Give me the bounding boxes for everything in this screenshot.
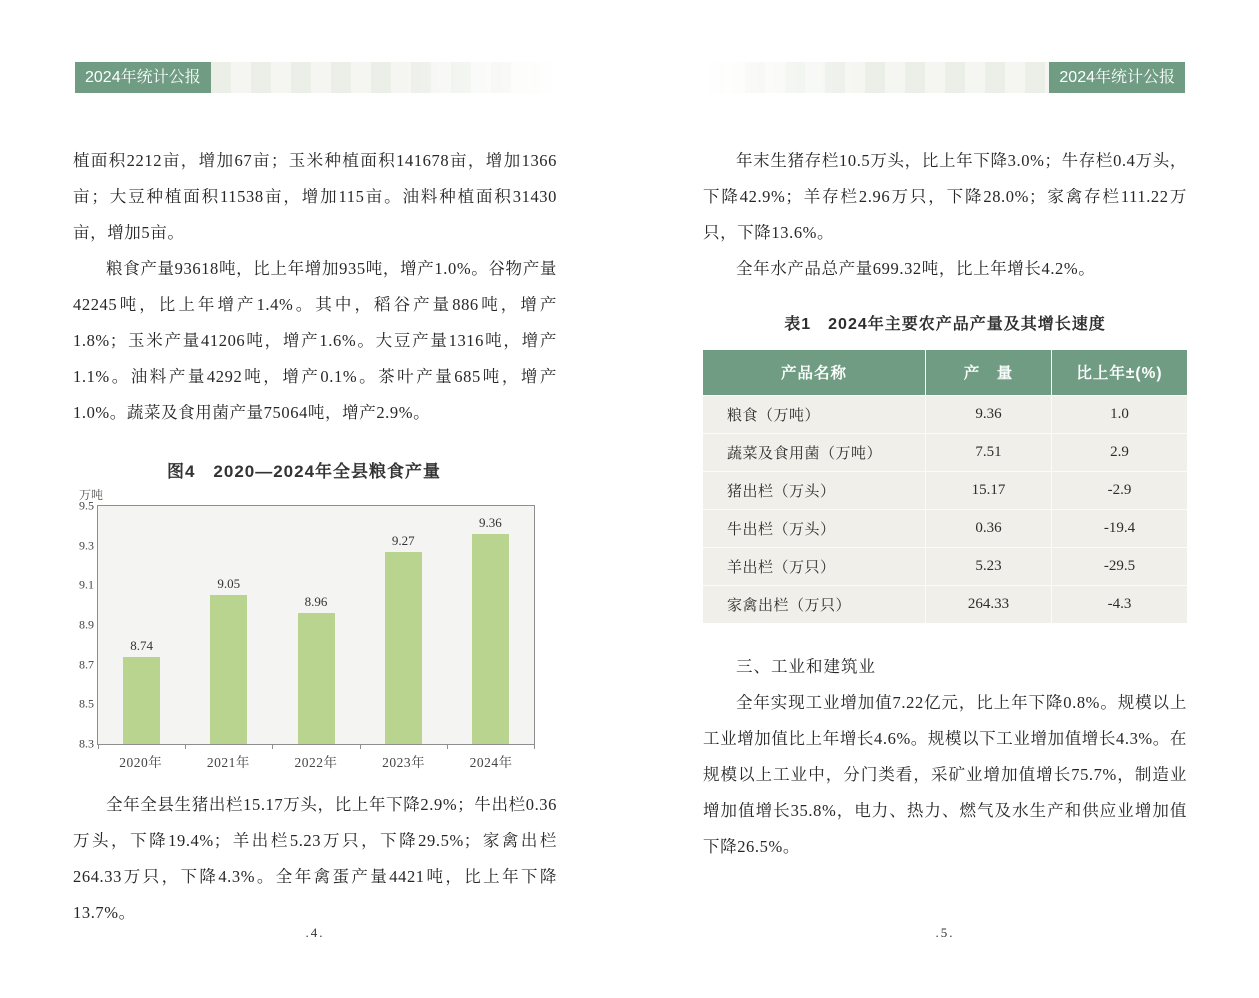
chart-x-tick-label: 2020年 <box>119 755 163 770</box>
chart-x-axis <box>97 751 535 771</box>
col-header-output: 产 量 <box>926 350 1052 395</box>
cell-change: -2.9 <box>1051 471 1187 509</box>
chart-bar-slot <box>360 506 447 744</box>
chart-bars <box>98 506 534 744</box>
cell-output: 9.36 <box>926 395 1052 433</box>
cell-change: 1.0 <box>1051 395 1187 433</box>
chart-bar-value-label: 9.36 <box>479 514 502 530</box>
left-header-stripe-bar <box>211 62 555 93</box>
table-title: 表1 2024年主要农产品产量及其增长速度 <box>784 316 1106 333</box>
cell-product-name: 羊出栏（万只） <box>703 547 926 585</box>
chart-bar-value-label: 9.05 <box>217 576 241 592</box>
chart-axis-tick-mark <box>98 744 99 749</box>
grain-output-bar-chart <box>73 457 535 771</box>
cell-product-name: 蔬菜及食用菌（万吨） <box>703 433 926 471</box>
paragraph-grain-output: 粮食产量93618吨，比上年增加935吨，增产1.0%。谷物产量42245吨，比上年增产1.4%。其中，稻谷产量886吨，增产1.8%；玉米产量41206吨，增产1.6%。大豆产量1316吨，增产1.1%。油料产量4292吨，增产0.1%。茶叶产量685吨，增产1.0%。蔬菜及食用菌产量75064吨，增产2.9%。 <box>73 259 557 422</box>
table-row <box>703 471 1187 509</box>
chart-axis-tick-mark <box>534 744 535 749</box>
cell-output: 264.33 <box>926 585 1052 623</box>
chart-y-tick-label: 8.9 <box>79 617 94 632</box>
table-row <box>703 547 1187 585</box>
right-header-badge: 2024年统计公报 <box>1049 62 1185 93</box>
chart-y-tick-label: 8.7 <box>79 657 94 672</box>
chart-y-tick-label: 9.5 <box>79 498 94 513</box>
cell-change: -4.3 <box>1051 585 1187 623</box>
chart-bar-slot <box>447 506 534 744</box>
cell-product-name: 猪出栏（万头） <box>703 471 926 509</box>
chart-bar-value-label: 8.74 <box>130 637 153 653</box>
chart-axis-tick-mark <box>447 744 448 749</box>
chart-bar <box>123 657 160 744</box>
chart-bar <box>385 552 422 744</box>
chart-plot-area <box>79 498 535 751</box>
chart-bar <box>472 534 509 744</box>
chart-y-tick-label: 8.5 <box>79 696 94 711</box>
cell-change: -19.4 <box>1051 509 1187 547</box>
cell-product-name: 牛出栏（万头） <box>703 509 926 547</box>
chart-y-axis-unit: 万吨 <box>79 488 104 502</box>
chart-axis-tick-mark <box>272 744 273 749</box>
chart-axis-tick-mark <box>185 744 186 749</box>
table-row <box>703 395 1187 433</box>
col-header-product-name: 产品名称 <box>703 350 926 395</box>
chart-x-tick-label: 2022年 <box>294 755 338 770</box>
chart-y-tick-label: 8.3 <box>79 736 94 751</box>
table-header-row <box>703 350 1187 395</box>
section-heading-industry: 三、工业和建筑业 <box>736 657 876 676</box>
cell-change: -29.5 <box>1051 547 1187 585</box>
chart-x-tick-label: 2024年 <box>469 755 513 770</box>
paragraph-planting-area: 植面积2212亩，增加67亩；玉米种植面积141678亩，增加1366亩；大豆种植面积11538亩，增加115亩。油料种植面积31430亩，增加5亩。 <box>73 151 557 242</box>
left-page-number: .4. <box>305 925 325 940</box>
chart-bar-slot <box>185 506 272 744</box>
chart-x-tick-label: 2023年 <box>382 755 426 770</box>
left-header-badge: 2024年统计公报 <box>75 62 211 93</box>
chart-bar-slot <box>98 506 185 744</box>
paragraph-livestock-slaughter: 全年全县生猪出栏15.17万头，比上年下降2.9%；牛出栏0.36万头，下降19.4%；羊出栏5.23万只，下降29.5%；家禽出栏264.33万只，下降4.3%。全年禽蛋产量4421吨，比上年下降13.7%。 <box>73 795 557 922</box>
table-row <box>703 433 1187 471</box>
table-row <box>703 509 1187 547</box>
cell-output: 7.51 <box>926 433 1052 471</box>
paragraph-industry: 全年实现工业增加值7.22亿元，比上年下降0.8%。规模以上工业增加值比上年增长4.6%。规模以下工业增加值增长4.3%。在规模以上工业中，分门类看，采矿业增加值增长75.7%，制造业增加值增长35.8%，电力、热力、燃气及水生产和供应业增加值下降26.5%。 <box>703 693 1187 856</box>
chart-bar-value-label: 9.27 <box>391 532 415 548</box>
paragraph-aquatic-products: 全年水产品总产量699.32吨，比上年增长4.2%。 <box>736 259 1096 278</box>
cell-product-name: 家禽出栏（万只） <box>703 585 926 623</box>
right-page-number: .5. <box>935 925 955 940</box>
left-page-header <box>75 62 555 93</box>
cell-output: 5.23 <box>926 547 1052 585</box>
chart-bar-slot <box>272 506 359 744</box>
right-page-header <box>705 62 1185 93</box>
chart-y-axis <box>72 498 96 751</box>
cell-output: 0.36 <box>926 509 1052 547</box>
right-header-stripe-bar <box>705 62 1049 93</box>
chart-bar <box>298 613 335 744</box>
chart-y-tick-label: 9.1 <box>79 577 94 592</box>
cell-product-name: 粮食（万吨） <box>703 395 926 433</box>
left-page-body <box>73 143 557 931</box>
col-header-yoy-change: 比上年±(%) <box>1051 350 1187 395</box>
chart-bar-value-label: 8.96 <box>304 594 328 610</box>
chart-axis-tick-mark <box>360 744 361 749</box>
cell-output: 15.17 <box>926 471 1052 509</box>
chart-y-tick-label: 9.3 <box>79 538 94 553</box>
chart-x-tick-label: 2021年 <box>206 755 250 770</box>
right-page-body <box>703 143 1187 865</box>
agricultural-products-table <box>703 350 1187 623</box>
table-row <box>703 585 1187 623</box>
chart-bar <box>210 595 247 744</box>
paragraph-livestock-inventory: 年末生猪存栏10.5万头，比上年下降3.0%；牛存栏0.4万头，下降42.9%；羊存栏2.96万只，下降28.0%；家禽存栏111.22万只，下降13.6%。 <box>703 151 1187 242</box>
chart-title: 图4 2020—2024年全县粮食产量 <box>166 462 442 481</box>
cell-change: 2.9 <box>1051 433 1187 471</box>
